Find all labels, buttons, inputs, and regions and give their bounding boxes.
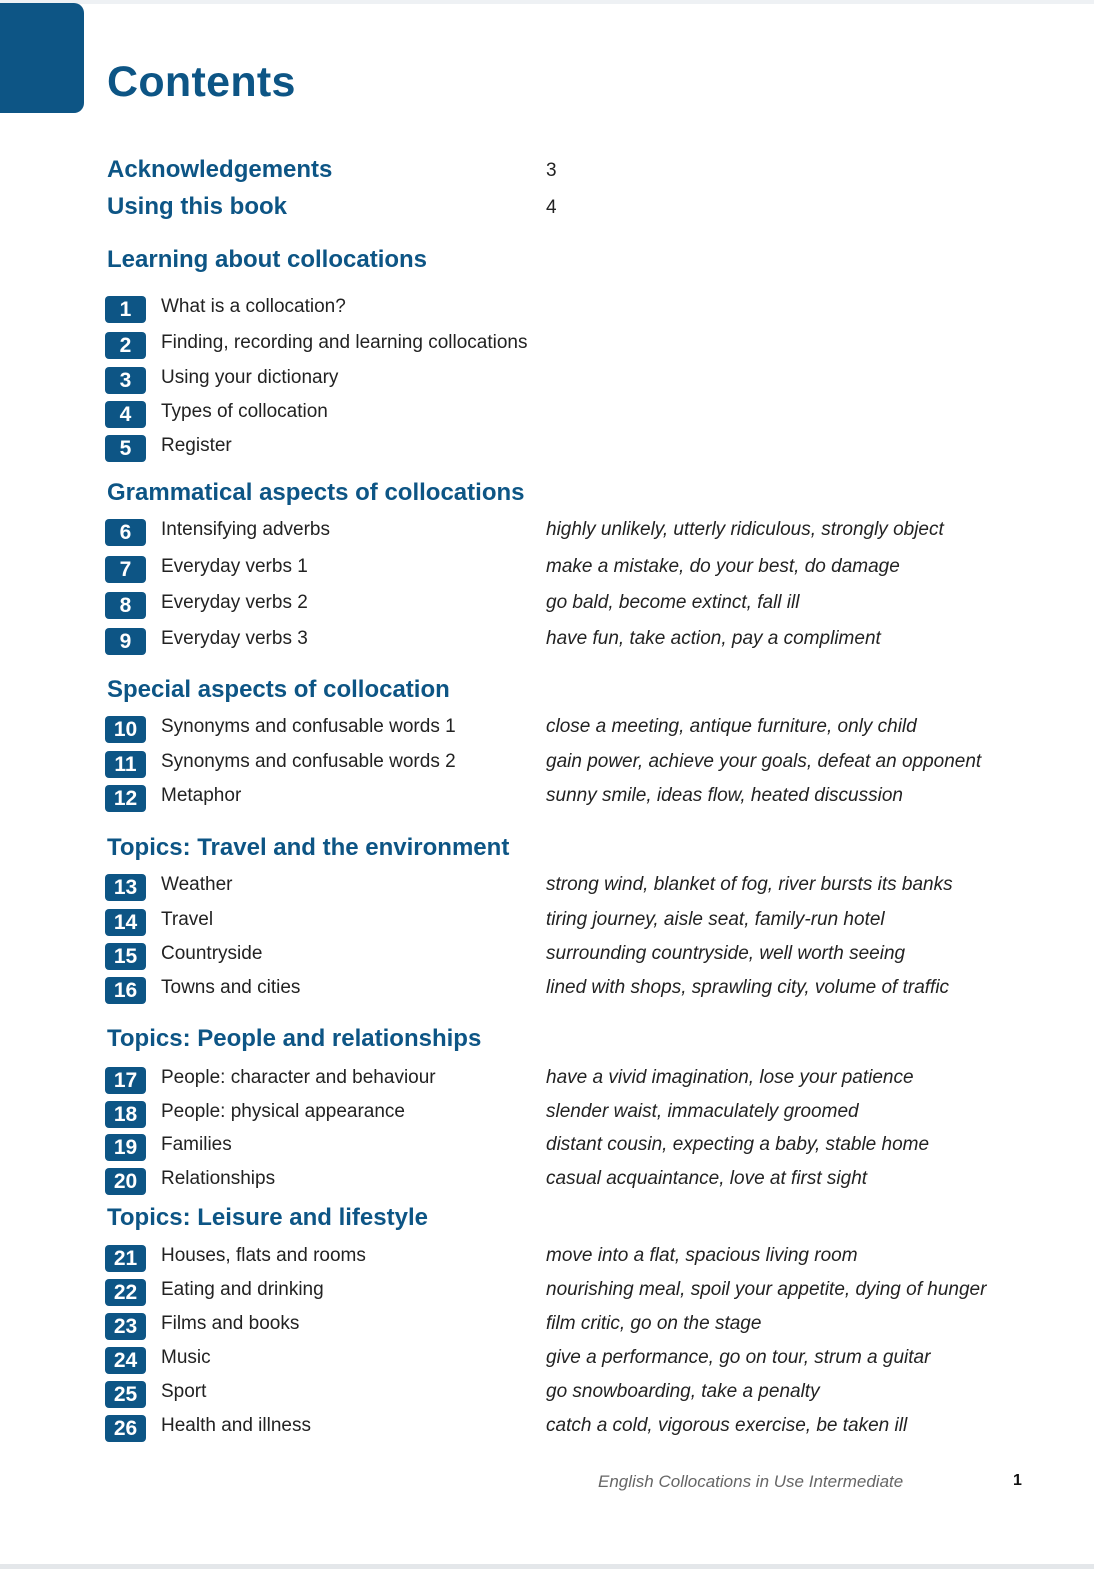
- unit-row[interactable]: [0, 974, 1094, 1004]
- unit-number-badge: 10: [105, 716, 146, 743]
- section-heading: Topics: Travel and the environment: [107, 834, 510, 861]
- unit-row[interactable]: [0, 1344, 1094, 1374]
- unit-title: Intensifying adverbs: [161, 519, 330, 540]
- unit-title: Relationships: [161, 1168, 276, 1189]
- unit-number-badge: 9: [105, 628, 146, 655]
- unit-title: Health and illness: [161, 1415, 311, 1436]
- unit-number-badge: 3: [105, 367, 146, 394]
- unit-row[interactable]: [0, 906, 1094, 936]
- unit-number-badge: 12: [105, 785, 146, 812]
- section-heading: Learning about collocations: [107, 246, 428, 273]
- unit-row[interactable]: [0, 398, 1094, 428]
- unit-row[interactable]: [0, 1131, 1094, 1161]
- unit-title: Types of collocation: [161, 401, 328, 422]
- unit-example-collocations: casual acquaintance, love at first sight: [546, 1168, 868, 1189]
- unit-row[interactable]: [0, 1412, 1094, 1442]
- unit-number-badge: 8: [105, 592, 146, 619]
- unit-title: People: physical appearance: [161, 1101, 406, 1122]
- section-heading: Grammatical aspects of collocations: [107, 479, 525, 506]
- front-matter-acknowledgements[interactable]: Acknowledgements: [107, 156, 333, 183]
- unit-example-collocations: have a vivid imagination, lose your patience: [546, 1067, 914, 1088]
- unit-title: Eating and drinking: [161, 1279, 324, 1300]
- unit-example-collocations: distant cousin, expecting a baby, stable home: [546, 1134, 930, 1155]
- corner-tab: [0, 3, 84, 113]
- unit-row[interactable]: [0, 1242, 1094, 1272]
- unit-example-collocations: catch a cold, vigorous exercise, be taken ill: [546, 1415, 908, 1436]
- unit-example-collocations: slender waist, immaculately groomed: [546, 1101, 859, 1122]
- unit-title: Sport: [161, 1381, 207, 1402]
- bottom-edge: [0, 1564, 1094, 1569]
- section-heading: Special aspects of collocation: [107, 676, 450, 703]
- unit-number-badge: 25: [105, 1381, 146, 1408]
- section-heading: Topics: People and relationships: [107, 1025, 482, 1052]
- unit-title: Synonyms and confusable words 1: [161, 716, 456, 737]
- front-matter-page: 4: [546, 197, 557, 218]
- unit-row[interactable]: [0, 748, 1094, 778]
- unit-title: Towns and cities: [161, 977, 301, 998]
- unit-title: Countryside: [161, 943, 263, 964]
- unit-title: Everyday verbs 2: [161, 592, 308, 613]
- unit-title: Synonyms and confusable words 2: [161, 751, 456, 772]
- unit-example-collocations: film critic, go on the stage: [546, 1313, 762, 1334]
- unit-example-collocations: lined with shops, sprawling city, volume of traffic: [546, 977, 950, 998]
- unit-number-badge: 19: [105, 1134, 146, 1161]
- unit-row[interactable]: [0, 553, 1094, 583]
- unit-number-badge: 24: [105, 1347, 146, 1374]
- unit-example-collocations: have fun, take action, pay a compliment: [546, 628, 881, 649]
- unit-number-badge: 7: [105, 556, 146, 583]
- unit-row[interactable]: [0, 713, 1094, 743]
- unit-row[interactable]: [0, 1310, 1094, 1340]
- unit-example-collocations: highly unlikely, utterly ridiculous, strongly object: [546, 519, 944, 540]
- unit-example-collocations: strong wind, blanket of fog, river bursts its banks: [546, 874, 953, 895]
- footer-page-number: 1: [1013, 1472, 1022, 1489]
- unit-number-badge: 15: [105, 943, 146, 970]
- unit-number-badge: 6: [105, 519, 146, 546]
- unit-title: People: character and behaviour: [161, 1067, 436, 1088]
- unit-example-collocations: sunny smile, ideas flow, heated discussion: [546, 785, 903, 806]
- unit-number-badge: 4: [105, 401, 146, 428]
- unit-row[interactable]: [0, 871, 1094, 901]
- unit-row[interactable]: [0, 1064, 1094, 1094]
- unit-number-badge: 21: [105, 1245, 146, 1272]
- unit-row[interactable]: [0, 1276, 1094, 1306]
- unit-row[interactable]: [0, 782, 1094, 812]
- unit-example-collocations: surrounding countryside, well worth seeing: [546, 943, 906, 964]
- unit-example-collocations: go snowboarding, take a penalty: [546, 1381, 820, 1402]
- unit-row[interactable]: [0, 293, 1094, 323]
- unit-number-badge: 17: [105, 1067, 146, 1094]
- unit-title: Families: [161, 1134, 232, 1155]
- unit-number-badge: 14: [105, 909, 146, 936]
- unit-example-collocations: nourishing meal, spoil your appetite, dying of hunger: [546, 1279, 987, 1300]
- unit-number-badge: 13: [105, 874, 146, 901]
- unit-row[interactable]: [0, 432, 1094, 462]
- unit-title: Everyday verbs 3: [161, 628, 308, 649]
- unit-example-collocations: give a performance, go on tour, strum a guitar: [546, 1347, 931, 1368]
- unit-row[interactable]: [0, 516, 1094, 546]
- unit-example-collocations: move into a flat, spacious living room: [546, 1245, 858, 1266]
- page-title: Contents: [107, 58, 296, 106]
- front-matter-page: 3: [546, 160, 557, 181]
- unit-title: Music: [161, 1347, 211, 1368]
- section-heading: Topics: Leisure and lifestyle: [107, 1204, 428, 1231]
- unit-row[interactable]: [0, 1378, 1094, 1408]
- unit-title: Films and books: [161, 1313, 300, 1334]
- unit-row[interactable]: [0, 940, 1094, 970]
- footer-book-title: English Collocations in Use Intermediate: [598, 1472, 904, 1491]
- unit-example-collocations: tiring journey, aisle seat, family-run hotel: [546, 909, 885, 930]
- unit-number-badge: 5: [105, 435, 146, 462]
- unit-title: Finding, recording and learning collocations: [161, 332, 528, 353]
- front-matter-using-this-book[interactable]: Using this book: [107, 193, 287, 220]
- unit-number-badge: 23: [105, 1313, 146, 1340]
- unit-row[interactable]: [0, 329, 1094, 359]
- unit-number-badge: 20: [105, 1168, 146, 1195]
- unit-number-badge: 11: [105, 751, 146, 778]
- unit-row[interactable]: [0, 625, 1094, 655]
- unit-row[interactable]: [0, 1165, 1094, 1195]
- unit-title: What is a collocation?: [161, 296, 346, 317]
- unit-example-collocations: go bald, become extinct, fall ill: [546, 592, 800, 613]
- unit-example-collocations: make a mistake, do your best, do damage: [546, 556, 900, 577]
- unit-number-badge: 22: [105, 1279, 146, 1306]
- unit-number-badge: 16: [105, 977, 146, 1004]
- unit-row[interactable]: [0, 1098, 1094, 1128]
- unit-number-badge: 2: [105, 332, 146, 359]
- unit-row[interactable]: [0, 589, 1094, 619]
- unit-title: Weather: [161, 874, 233, 895]
- unit-title: Travel: [161, 909, 214, 930]
- unit-number-badge: 18: [105, 1101, 146, 1128]
- unit-row[interactable]: [0, 364, 1094, 394]
- unit-title: Everyday verbs 1: [161, 556, 308, 577]
- unit-example-collocations: gain power, achieve your goals, defeat an opponent: [546, 751, 982, 772]
- unit-title: Using your dictionary: [161, 367, 339, 388]
- top-edge: [0, 0, 1094, 4]
- unit-title: Register: [161, 435, 232, 456]
- unit-title: Metaphor: [161, 785, 242, 806]
- unit-example-collocations: close a meeting, antique furniture, only child: [546, 716, 917, 737]
- unit-number-badge: 26: [105, 1415, 146, 1442]
- unit-number-badge: 1: [105, 296, 146, 323]
- unit-title: Houses, flats and rooms: [161, 1245, 366, 1266]
